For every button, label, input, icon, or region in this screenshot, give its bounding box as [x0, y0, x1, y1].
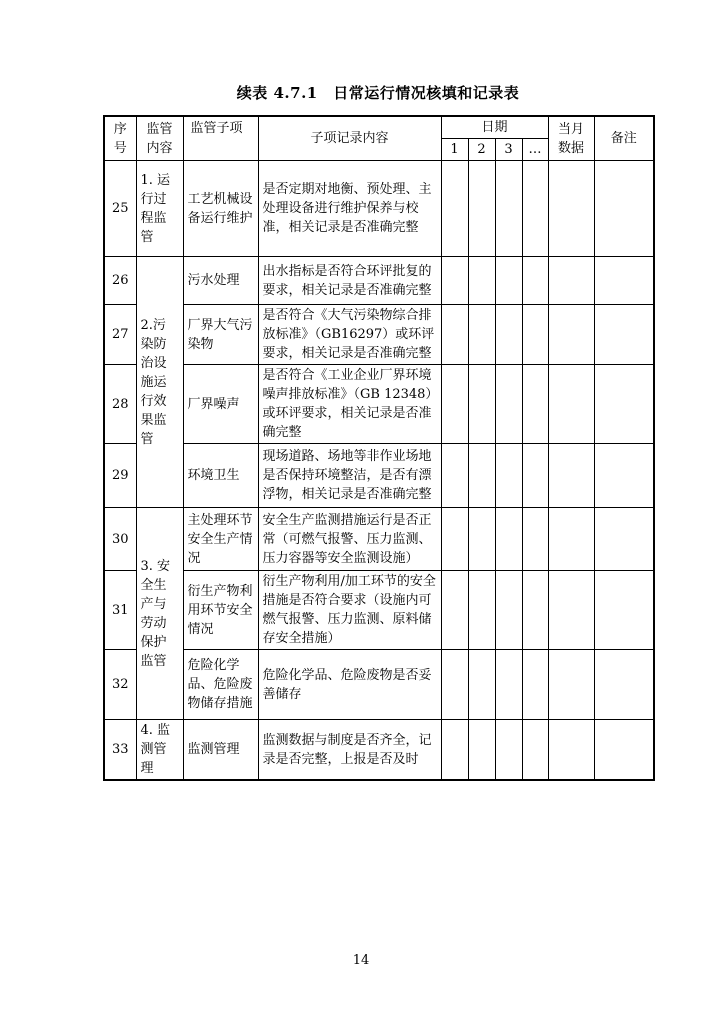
table-row [104, 720, 654, 781]
table-row [104, 444, 654, 508]
row-seq: 29 [104, 444, 136, 508]
date-cell-empty [468, 571, 495, 650]
row-subitem: 衍生产物利用环节安全情况 [183, 571, 258, 650]
table-row [104, 257, 654, 305]
row-seq: 25 [104, 161, 136, 257]
row-subitem: 危险化学品、危险废物储存措施 [183, 650, 258, 720]
date-cell-empty [495, 650, 522, 720]
table-row [104, 161, 654, 257]
date-cell-empty [441, 161, 468, 257]
date-cell-empty [522, 571, 548, 650]
table-row [104, 365, 654, 444]
date-cell-empty [495, 365, 522, 444]
row-content: 1. 运行过程监管 [136, 161, 183, 257]
row-seq: 30 [104, 508, 136, 571]
row-record: 是否定期对地衡、预处理、主处理设备进行维护保养与校准，相关记录是否准确完整 [258, 161, 441, 257]
month-data-cell-empty [548, 161, 594, 257]
date-cell-empty [522, 508, 548, 571]
note-cell-empty [594, 650, 654, 720]
row-record: 是否符合《大气污染物综合排放标准》（GB16297）或环评要求，相关记录是否准确完整 [258, 305, 441, 365]
row-subitem: 厂界噪声 [183, 365, 258, 444]
date-cell-empty [468, 161, 495, 257]
row-seq: 32 [104, 650, 136, 720]
date-cell-empty [441, 571, 468, 650]
month-data-cell-empty [548, 257, 594, 305]
date-cell-empty [522, 365, 548, 444]
date-cell-empty [468, 305, 495, 365]
row-record: 是否符合《工业企业厂界环境噪声排放标准》（GB 12348）或环评要求，相关记录是否准确完整 [258, 365, 441, 444]
row-seq: 28 [104, 365, 136, 444]
note-cell-empty [594, 444, 654, 508]
table-row [104, 305, 654, 365]
date-cell-empty [495, 444, 522, 508]
month-data-cell-empty [548, 305, 594, 365]
month-data-cell-empty [548, 650, 594, 720]
row-record: 衍生产物利用/加工环节的安全措施是否符合要求（设施内可燃气报警、压力监测、原料储存安全措施） [258, 571, 441, 650]
row-record: 出水指标是否符合环评批复的要求，相关记录是否准确完整 [258, 257, 441, 305]
row-content: 3. 安全生产与劳动保护监管 [136, 508, 183, 720]
note-cell-empty [594, 508, 654, 571]
row-seq: 31 [104, 571, 136, 650]
row-subitem: 监测管理 [183, 720, 258, 781]
date-cell-empty [441, 650, 468, 720]
date-cell-empty [495, 305, 522, 365]
row-seq: 33 [104, 720, 136, 781]
date-cell-empty [441, 720, 468, 781]
date-cell-empty [495, 571, 522, 650]
daily-operation-record-table [103, 115, 655, 781]
row-subitem: 厂界大气污染物 [183, 305, 258, 365]
date-cell-empty [468, 650, 495, 720]
header-date-group: 日期 [441, 116, 548, 139]
header-date-3: 3 [495, 139, 522, 161]
date-cell-empty [441, 444, 468, 508]
date-cell-empty [468, 257, 495, 305]
table-row [104, 508, 654, 571]
header-row-1 [104, 116, 654, 139]
date-cell-empty [441, 508, 468, 571]
date-cell-empty [522, 720, 548, 781]
note-cell-empty [594, 257, 654, 305]
row-seq: 27 [104, 305, 136, 365]
date-cell-empty [441, 365, 468, 444]
row-content: 2.污染防治设施运行效果监管 [136, 257, 183, 508]
header-subitem: 监管子项 [183, 116, 258, 161]
date-cell-empty [468, 508, 495, 571]
note-cell-empty [594, 305, 654, 365]
page-number: 14 [352, 953, 370, 968]
month-data-cell-empty [548, 508, 594, 571]
header-date-2: 2 [468, 139, 495, 161]
table-header [104, 116, 654, 161]
date-cell-empty [468, 444, 495, 508]
date-cell-empty [522, 257, 548, 305]
date-cell-empty [468, 365, 495, 444]
row-content: 4. 监测管理 [136, 720, 183, 781]
row-seq: 26 [104, 257, 136, 305]
row-subitem: 污水处理 [183, 257, 258, 305]
table-row [104, 571, 654, 650]
header-content: 监管内容 [136, 116, 183, 161]
row-record: 安全生产监测措施运行是否正常（可燃气报警、压力监测、压力容器等安全监测设施） [258, 508, 441, 571]
date-cell-empty [522, 161, 548, 257]
note-cell-empty [594, 571, 654, 650]
header-note: 备注 [594, 116, 654, 161]
note-cell-empty [594, 161, 654, 257]
date-cell-empty [522, 444, 548, 508]
date-cell-empty [441, 305, 468, 365]
note-cell-empty [594, 720, 654, 781]
date-cell-empty [495, 508, 522, 571]
row-subitem: 主处理环节安全生产情况 [183, 508, 258, 571]
page-title: 续表 4.7.1 日常运行情况核填和记录表 [236, 84, 520, 102]
date-cell-empty [441, 257, 468, 305]
date-cell-empty [495, 720, 522, 781]
header-date-ellipsis: … [522, 139, 548, 161]
note-cell-empty [594, 365, 654, 444]
date-cell-empty [468, 720, 495, 781]
header-seq: 序号 [104, 116, 136, 161]
header-record: 子项记录内容 [258, 116, 441, 161]
date-cell-empty [495, 161, 522, 257]
row-record: 现场道路、场地等非作业场地是否保持环境整洁，是否有漂浮物，相关记录是否准确完整 [258, 444, 441, 508]
month-data-cell-empty [548, 365, 594, 444]
month-data-cell-empty [548, 444, 594, 508]
row-record: 监测数据与制度是否齐全，记录是否完整，上报是否及时 [258, 720, 441, 781]
row-subitem: 工艺机械设备运行维护 [183, 161, 258, 257]
row-record: 危险化学品、危险废物是否妥善储存 [258, 650, 441, 720]
date-cell-empty [495, 257, 522, 305]
header-month-data: 当月数据 [548, 116, 594, 161]
month-data-cell-empty [548, 571, 594, 650]
date-cell-empty [522, 305, 548, 365]
header-date-1: 1 [441, 139, 468, 161]
row-subitem: 环境卫生 [183, 444, 258, 508]
date-cell-empty [522, 650, 548, 720]
month-data-cell-empty [548, 720, 594, 781]
table-row [104, 650, 654, 720]
